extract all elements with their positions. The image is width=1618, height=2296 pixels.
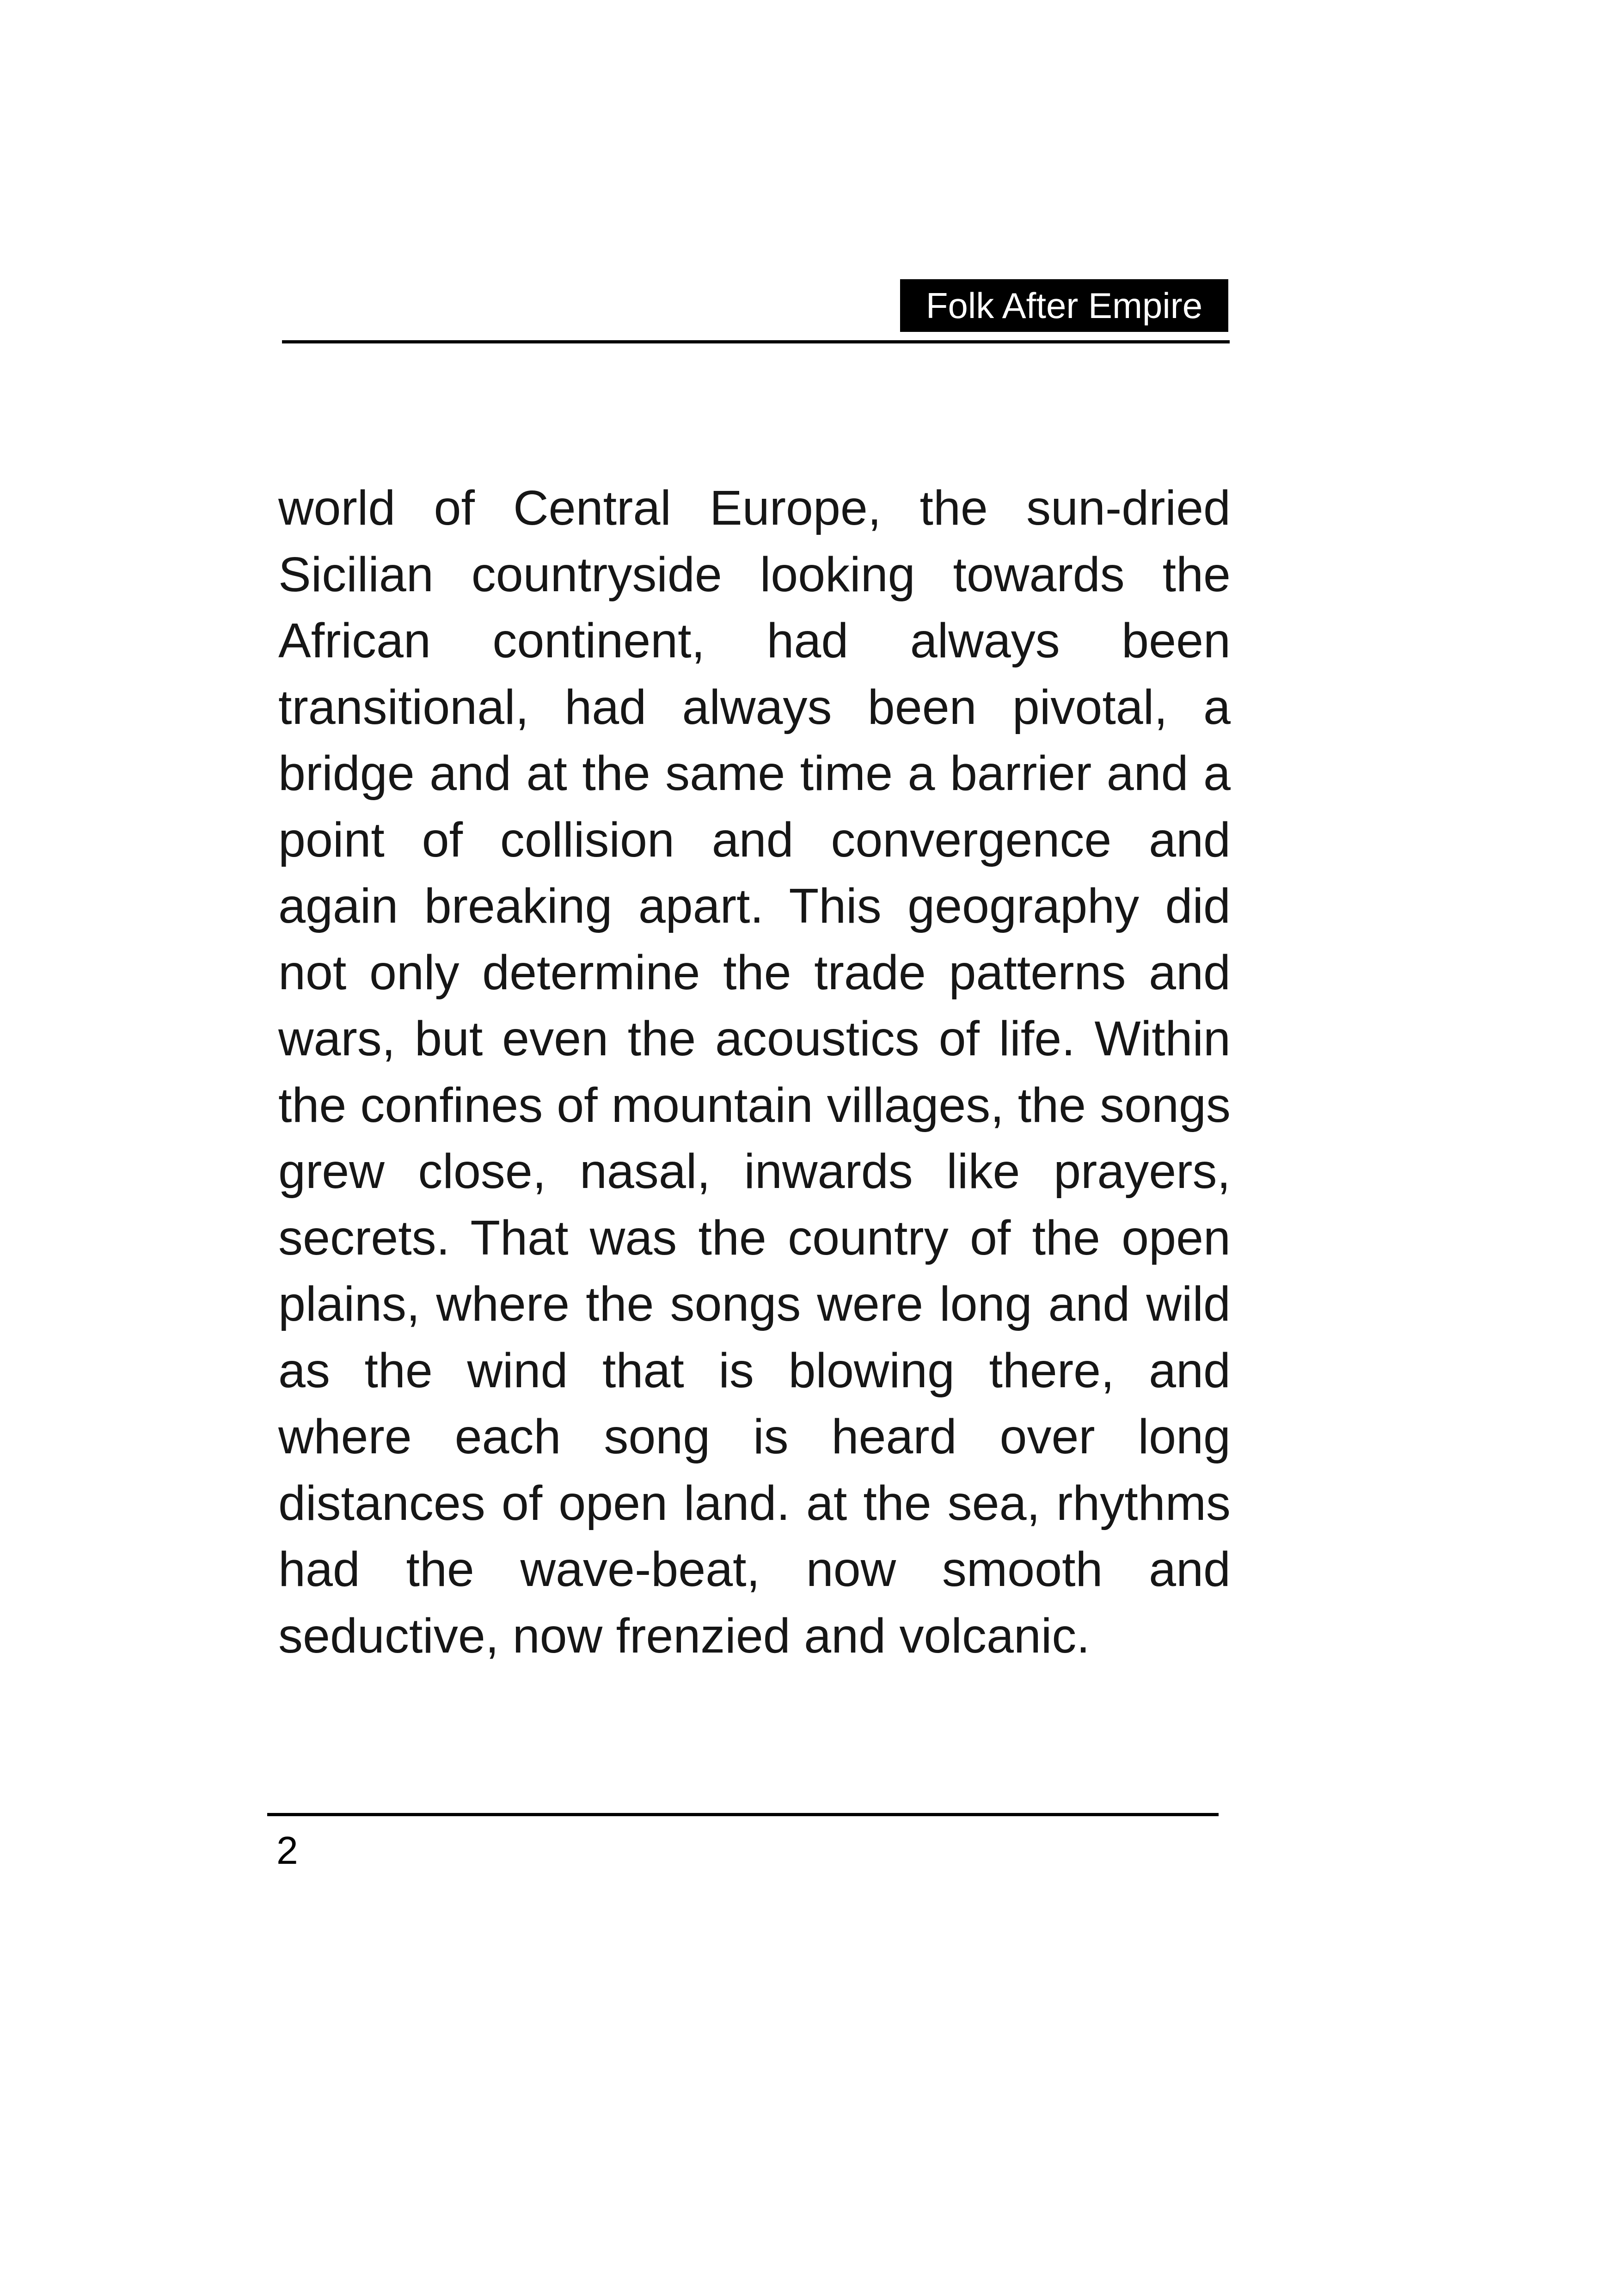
footer-rule — [267, 1813, 1219, 1816]
running-head: Folk After Empire — [900, 279, 1228, 332]
body-paragraph: world of Central Europe, the sun-dried Sicilian countryside looking towards the African continent, had always been transitional, had always been pivotal, a bridge and at the same time a barrier and a point of collision and convergence and again breaking apart. This geography did not only determine the trade patterns and wars, but even the acoustics of life. Within the confines of mountain villages, the songs grew close, nasal, inwards like prayers, secrets. That was the country of the open plains, where the songs were long and wild as the wind that is blowing there, and where each song is heard over long distances of open land. at the sea, rhythms had the wave-beat, now smooth and seductive, now frenzied and volcanic. — [278, 481, 1231, 1663]
header-rule — [282, 340, 1230, 343]
page-number: 2 — [276, 1829, 298, 1872]
